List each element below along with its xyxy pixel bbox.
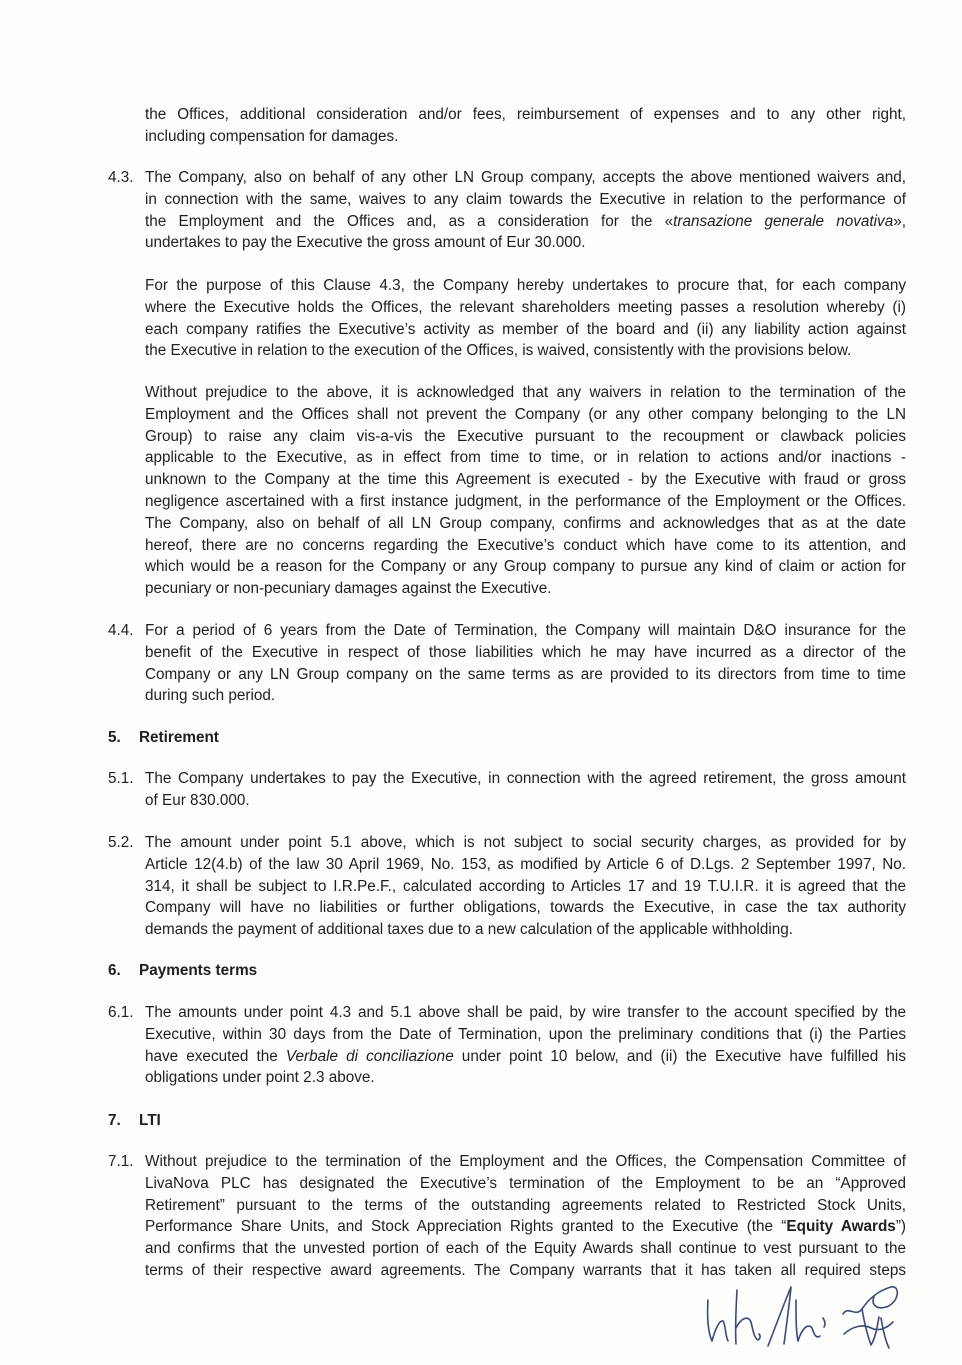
clause-5-1 <box>145 768 906 812</box>
text-line: Employment and the Offices shall not prevent the Company (or any other company belonging to the LN <box>145 405 906 423</box>
clause-5-2 <box>145 832 906 941</box>
text-segment: ”) <box>895 1218 906 1236</box>
text-line: For the purpose of this Clause 4.3, the Company hereby undertakes to procure that, for each company <box>145 277 906 294</box>
clause-7-1 <box>145 1151 906 1282</box>
text-segment: », <box>893 212 906 230</box>
text-line: The Company, also on behalf of any other LN Group company, accepts the above mentioned waivers and, <box>145 169 906 186</box>
signature-initial-1 <box>708 1290 760 1344</box>
text-line: pecuniary or non-pecuniary damages against the Executive. <box>145 580 552 598</box>
text-line: Retirement” pursuant to the terms of the outstanding agreements related to Restricted Stock Units, <box>145 1196 906 1214</box>
text-line: which would be a reason for the Company or any Group company to pursue any kind of claim or action for <box>145 558 906 576</box>
clause-number-4-4: 4.4. <box>108 622 134 639</box>
text-line: 314, it shall be subject to I.R.Pe.F., calculated according to Articles 17 and 19 T.U.I.R. it is agreed that the <box>145 877 906 895</box>
text-line: negligence ascertained with a first instance judgment, in the performance of the Employment or the Offices. <box>145 492 906 510</box>
text-line: The Company undertakes to pay the Executive, in connection with the agreed retirement, the gross amount <box>145 770 906 787</box>
clause-4-3-paragraph-2 <box>145 275 906 362</box>
text-line: undertakes to pay the Executive the gross amount of Eur 30.000. <box>145 234 586 252</box>
text-line: each company ratifies the Executive’s activity as member of the board and (ii) any liability action against <box>145 320 906 338</box>
text-line <box>145 211 906 233</box>
text-line: unknown to the Company at the time this Agreement is executed - by the Executive with fraud or gross <box>145 471 906 489</box>
italic-term: transazione generale novativa <box>673 212 894 230</box>
signature-initial-3 <box>843 1287 897 1348</box>
text-line: The amounts under point 4.3 and 5.1 above shall be paid, by wire transfer to the account specified by the <box>145 1004 906 1021</box>
text-line <box>145 1216 906 1238</box>
clause-number-7-1: 7.1. <box>108 1153 134 1170</box>
clause-number-5-2: 5.2. <box>108 834 134 851</box>
text-line: during such period. <box>145 687 276 705</box>
signature-initials <box>695 1278 910 1358</box>
text-line: applicable to the Executive, as in effect from time to time, or in relation to actions and/or inactions - <box>145 449 906 467</box>
text-line: Without prejudice to the termination of the Employment and the Offices, the Compensation Committee of <box>145 1153 906 1170</box>
text-line: demands the payment of additional taxes due to a new calculation of the applicable withholding. <box>145 921 793 939</box>
text-line: Company will have no liabilities or further obligations, towards the Executive, in case the tax authority <box>145 899 906 917</box>
section-number-6: 6. <box>108 962 121 979</box>
clause-number-4-3: 4.3. <box>108 169 134 186</box>
clause-number-6-1: 6.1. <box>108 1004 134 1021</box>
bold-term: Equity Awards <box>786 1218 896 1236</box>
text-line: the Executive in relation to the execution of the Offices, is waived, consistently with the provisions below. <box>145 342 852 360</box>
section-number-5: 5. <box>108 729 121 746</box>
text-segment: under point 10 below, and (ii) the Executive have fulfilled his <box>453 1047 906 1065</box>
section-title-retirement: Retirement <box>139 729 219 746</box>
text-segment: the Employment and the Offices and, as a consideration for the « <box>145 212 674 230</box>
text-line: Company or any LN Group company on the same terms as are provided to its directors from time to time <box>145 665 906 683</box>
clause-6-1 <box>145 1002 906 1089</box>
text-line: obligations under point 2.3 above. <box>145 1069 375 1087</box>
text-line: Group) to raise any claim vis-a-vis the Executive pursuant to the recoupment or clawback policies <box>145 427 906 445</box>
text-line: in connection with the same, waives to any claim towards the Executive in relation to the performance of <box>145 190 906 208</box>
clause-number-5-1: 5.1. <box>108 770 134 787</box>
text-line: The Company, also on behalf of all LN Group company, confirms and acknowledges that as at the date <box>145 514 906 532</box>
paragraph-continuation <box>145 104 906 148</box>
text-line: LivaNova PLC has designated the Executive’s termination of the Employment to be an “Approved <box>145 1174 906 1192</box>
section-title-lti: LTI <box>139 1112 161 1129</box>
text-line: The amount under point 5.1 above, which is not subject to social security charges, as provided for by <box>145 834 906 851</box>
text-line <box>145 1046 906 1068</box>
text-line: For a period of 6 years from the Date of Termination, the Company will maintain D&O insurance for the <box>145 622 906 639</box>
text-segment: have executed the <box>145 1047 286 1065</box>
text-line: hereof, there are no concerns regarding the Executive’s conduct which have come to its attention, and <box>145 536 906 554</box>
section-number-7: 7. <box>108 1112 121 1129</box>
text-line: Without prejudice to the above, it is acknowledged that any waivers in relation to the termination of the <box>145 384 906 401</box>
text-line: Article 12(4.b) of the law 30 April 1969, No. 153, as modified by Article 6 of D.Lgs. 2 September 1997, No. <box>145 855 906 873</box>
text-line: benefit of the Executive in respect of those liabilities which he may have incurred as a director of the <box>145 643 906 661</box>
text-line: the Offices, additional consideration and/or fees, reimbursement of expenses and to any other right, <box>145 106 906 123</box>
text-line: and confirms that the unvested portion of each of the Equity Awards shall continue to vest pursuant to the <box>145 1240 906 1258</box>
text-line: where the Executive holds the Offices, the relevant shareholders meeting passes a resolution whereby (i) <box>145 298 906 316</box>
signature-initial-2 <box>768 1287 825 1346</box>
text-line: terms of their respective award agreements. The Company warrants that it has taken all required steps <box>145 1261 906 1279</box>
text-line: Executive, within 30 days from the Date of Termination, upon the preliminary conditions that (i) the Parties <box>145 1025 906 1043</box>
clause-4-3-paragraph-3 <box>145 382 906 600</box>
clause-4-3-paragraph-1 <box>145 167 906 254</box>
text-line: of Eur 830.000. <box>145 791 250 809</box>
text-segment: Performance Share Units, and Stock Appreciation Rights granted to the Executive (the “ <box>145 1218 787 1236</box>
text-line: including compensation for damages. <box>145 127 399 145</box>
italic-term: Verbale di conciliazione <box>285 1047 454 1065</box>
clause-4-4 <box>145 620 906 707</box>
section-title-payments-terms: Payments terms <box>139 962 258 979</box>
